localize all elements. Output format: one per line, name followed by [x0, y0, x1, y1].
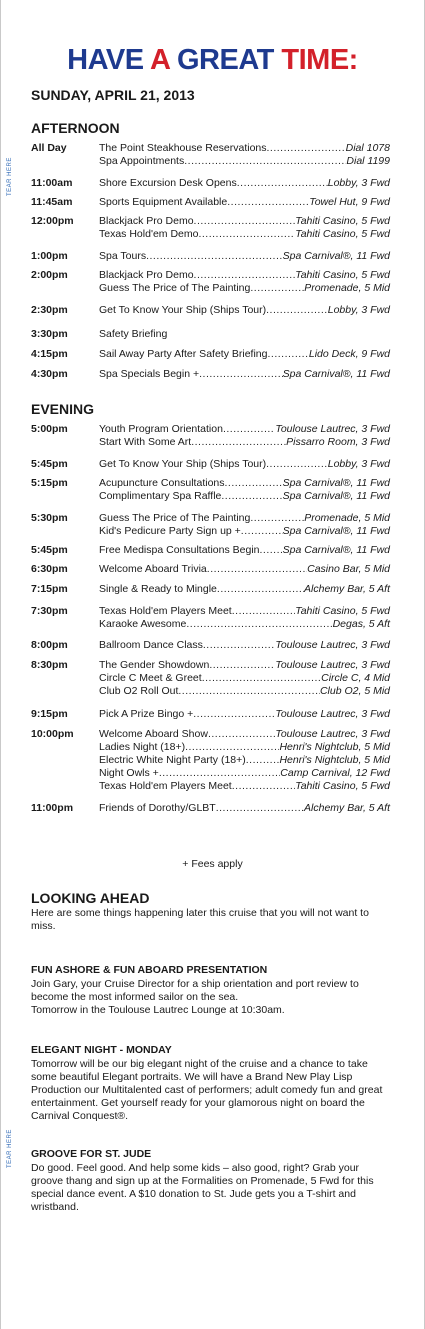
schedule-events	[99, 583, 390, 596]
schedule-events	[99, 708, 390, 721]
looking-ahead-item-heading: ELEGANT NIGHT - MONDAY	[31, 1044, 172, 1056]
looking-ahead-item-text: Do good. Feel good. And help some kids – also good, right? Grab your groove thang and sign up at the Formalities on Promenade, 5 Fwd for this special dance event. A $10 donation to St. Jude gets you a T-shirt and wristband.	[31, 1162, 374, 1213]
schedule-event-line	[99, 304, 390, 317]
event-location: Lido Deck, 9 Fwd	[308, 348, 390, 360]
schedule-events	[99, 250, 390, 263]
event-location: Lobby, 3 Fwd	[327, 304, 390, 316]
schedule-events	[99, 802, 390, 815]
schedule-event-line	[99, 672, 390, 685]
schedule-time: 7:30pm	[31, 605, 68, 617]
dot-leader	[246, 754, 280, 767]
schedule-time: 11:45am	[31, 196, 73, 208]
dot-leader	[250, 282, 304, 295]
event-location: Spa Carnival®, 11 Fwd	[282, 477, 390, 489]
event-location: Spa Carnival®, 11 Fwd	[282, 250, 390, 262]
banner-word-time: TIME:	[281, 44, 358, 76]
dot-leader	[267, 142, 346, 155]
dot-leader	[199, 368, 283, 381]
event-location: Degas, 5 Aft	[332, 618, 390, 630]
schedule-event-line	[99, 708, 390, 721]
tear-here-label-bottom: TEAR HERE	[7, 1129, 13, 1168]
schedule-events	[99, 142, 390, 168]
event-location: Toulouse Lautrec, 3 Fwd	[275, 639, 390, 651]
schedule-event-line	[99, 215, 390, 228]
schedule-event-line	[99, 490, 390, 503]
event-name: Welcome Aboard Show	[99, 728, 208, 740]
event-name: Free Medispa Consultations Begin	[99, 544, 260, 556]
dot-leader	[208, 728, 275, 741]
event-location: Lobby, 3 Fwd	[327, 177, 390, 189]
schedule-event-line	[99, 767, 390, 780]
dot-leader	[266, 304, 328, 317]
schedule-events	[99, 659, 390, 698]
event-location: Promenade, 5 Mid	[304, 282, 390, 294]
dot-leader	[186, 618, 332, 631]
schedule-events	[99, 458, 390, 471]
event-location: Casino Bar, 5 Mid	[307, 563, 390, 575]
dot-leader	[216, 802, 304, 815]
dot-leader	[194, 215, 296, 228]
event-location: Spa Carnival®, 11 Fwd	[282, 490, 390, 502]
looking-ahead-item-heading: FUN ASHORE & FUN ABOARD PRESENTATION	[31, 964, 268, 976]
schedule-event-line	[99, 328, 390, 341]
schedule-time: 1:00pm	[31, 250, 68, 262]
schedule-events	[99, 423, 390, 449]
schedule-event-line	[99, 368, 390, 381]
event-location: Towel Hut, 9 Fwd	[309, 196, 390, 208]
schedule-date: SUNDAY, APRIL 21, 2013	[31, 87, 195, 103]
looking-ahead-item-text: Join Gary, your Cruise Director for a ship orientation and port review to become the most informed sailor on the sea.	[31, 978, 359, 1003]
event-location: Toulouse Lautrec, 3 Fwd	[275, 659, 390, 671]
schedule-event-line	[99, 269, 390, 282]
event-name: Texas Hold'em Players Meet	[99, 780, 232, 792]
looking-ahead-item-heading: GROOVE FOR ST. JUDE	[31, 1148, 152, 1160]
dot-leader	[232, 780, 296, 793]
event-location: Henri's Nightclub, 5 Mid	[279, 754, 390, 766]
schedule-events	[99, 512, 390, 538]
looking-ahead-item-text: Tomorrow will be our big elegant night of the cruise and a chance to take some beautiful Elegant portraits. We will have a Brand New Play Lisp Production our Multitalented cast of performers; adult comedy fun and great entertainment. Get yourself ready for your glamorous night on board the Carnival Conquest®.	[31, 1058, 383, 1122]
event-location: Toulouse Lautrec, 3 Fwd	[275, 728, 390, 740]
schedule-event-line	[99, 780, 390, 793]
schedule-events	[99, 639, 390, 652]
event-name: Acupuncture Consultations	[99, 477, 225, 489]
event-name: Circle C Meet & Greet	[99, 672, 202, 684]
event-location: Camp Carnival, 12 Fwd	[280, 767, 390, 779]
event-location: Spa Carnival®, 11 Fwd	[282, 525, 390, 537]
dot-leader	[217, 583, 304, 596]
schedule-event-line	[99, 583, 390, 596]
schedule-time: 6:30pm	[31, 563, 68, 575]
schedule-event-line	[99, 142, 390, 155]
schedule-event-line	[99, 728, 390, 741]
schedule-time: 2:00pm	[31, 269, 68, 281]
schedule-event-line	[99, 423, 390, 436]
looking-ahead-heading: LOOKING AHEAD	[31, 890, 150, 906]
event-name: Electric White Night Party (18+)	[99, 754, 246, 766]
dot-leader	[178, 685, 320, 698]
event-name: Ladies Night (18+)	[99, 741, 186, 753]
afternoon-heading: AFTERNOON	[31, 120, 120, 136]
schedule-events	[99, 477, 390, 503]
schedule-time: 4:30pm	[31, 368, 68, 380]
event-name: The Gender Showdown	[99, 659, 210, 671]
schedule-time: 5:15pm	[31, 477, 68, 489]
event-name: Safety Briefing	[99, 328, 168, 340]
schedule-event-line	[99, 250, 390, 263]
event-location: Tahiti Casino, 5 Fwd	[295, 605, 390, 617]
event-name: Spa Appointments	[99, 155, 185, 167]
event-name: Spa Specials Begin +	[99, 368, 200, 380]
schedule-time: 5:00pm	[31, 423, 68, 435]
schedule-event-line	[99, 525, 390, 538]
dot-leader	[191, 436, 286, 449]
event-name: Ballroom Dance Class	[99, 639, 203, 651]
schedule-time: 8:30pm	[31, 659, 68, 671]
event-location: Circle C, 4 Mid	[321, 672, 390, 684]
schedule-events	[99, 544, 390, 557]
schedule-event-line	[99, 458, 390, 471]
looking-ahead-intro: Here are some things happening later this cruise that you will not want to miss.	[31, 907, 369, 932]
schedule-events	[99, 563, 390, 576]
event-name: Sports Equipment Available	[99, 196, 228, 208]
schedule-event-line	[99, 512, 390, 525]
event-location: Promenade, 5 Mid	[304, 512, 390, 524]
looking-ahead-item-text: Tomorrow in the Toulouse Lautrec Lounge at 10:30am.	[31, 1004, 285, 1016]
event-name: Guess The Price of The Painting	[99, 512, 251, 524]
dot-leader	[237, 177, 328, 190]
dot-leader	[227, 196, 309, 209]
event-location: Alchemy Bar, 5 Aft	[304, 802, 390, 814]
event-location: Dial 1078	[345, 142, 390, 154]
dot-leader	[159, 767, 280, 780]
event-location: Toulouse Lautrec, 3 Fwd	[275, 708, 390, 720]
schedule-events	[99, 177, 390, 190]
dot-leader	[260, 544, 283, 557]
event-name: Texas Hold'em Players Meet	[99, 605, 232, 617]
looking-ahead-item	[31, 1148, 393, 1214]
event-location: Dial 1199	[346, 155, 390, 167]
schedule-events	[99, 215, 390, 241]
schedule-event-line	[99, 228, 390, 241]
banner-title	[1, 44, 424, 77]
schedule-time: 11:00pm	[31, 802, 74, 814]
schedule-events	[99, 368, 390, 381]
event-name: Night Owls +	[99, 767, 159, 779]
tear-here-label-top: TEAR HERE	[7, 157, 13, 196]
evening-heading: EVENING	[31, 401, 95, 417]
looking-ahead-item	[31, 1044, 393, 1123]
schedule-time: 3:30pm	[31, 328, 68, 340]
banner-word-have: HAVE	[67, 44, 144, 76]
schedule-event-line	[99, 741, 390, 754]
schedule-events	[99, 196, 390, 209]
schedule-time: 11:00am	[31, 177, 73, 189]
schedule-event-line	[99, 544, 390, 557]
dot-leader	[207, 563, 307, 576]
schedule-time: 9:15pm	[31, 708, 68, 720]
schedule-event-line	[99, 177, 390, 190]
schedule-events	[99, 348, 390, 361]
event-name: Complimentary Spa Raffle	[99, 490, 222, 502]
dot-leader	[241, 525, 283, 538]
event-name: Welcome Aboard Trivia	[99, 563, 207, 575]
event-location: Tahiti Casino, 5 Fwd	[295, 215, 390, 227]
schedule-event-line	[99, 477, 390, 490]
dot-leader	[266, 458, 328, 471]
fees-note: + Fees apply	[182, 858, 243, 870]
schedule-events	[99, 605, 390, 631]
event-name: Kid's Pedicure Party Sign up +	[99, 525, 241, 537]
schedule-event-line	[99, 348, 390, 361]
schedule-time: 5:30pm	[31, 512, 68, 524]
schedule-event-line	[99, 618, 390, 631]
event-location: Spa Carnival®, 11 Fwd	[282, 368, 390, 380]
dot-leader	[223, 423, 275, 436]
event-name: Club O2 Roll Out	[99, 685, 179, 697]
event-location: Henri's Nightclub, 5 Mid	[279, 741, 390, 753]
event-name: Pick A Prize Bingo +	[99, 708, 194, 720]
event-location: Pissarro Room, 3 Fwd	[286, 436, 390, 448]
event-name: The Point Steakhouse Reservations	[99, 142, 267, 154]
schedule-events	[99, 269, 390, 295]
event-location: Toulouse Lautrec, 3 Fwd	[275, 423, 390, 435]
schedule-event-line	[99, 659, 390, 672]
event-name: Blackjack Pro Demo	[99, 215, 194, 227]
schedule-time: 10:00pm	[31, 728, 74, 740]
banner-word-a: A	[150, 44, 170, 76]
event-name: Friends of Dorothy/GLBT	[99, 802, 216, 814]
event-location: Tahiti Casino, 5 Fwd	[295, 780, 390, 792]
event-location: Lobby, 3 Fwd	[327, 458, 390, 470]
schedule-time: 4:15pm	[31, 348, 68, 360]
event-name: Get To Know Your Ship (Ships Tour)	[99, 458, 267, 470]
schedule-time: 8:00pm	[31, 639, 68, 651]
event-name: Texas Hold'em Demo	[99, 228, 199, 240]
dot-leader	[221, 490, 282, 503]
schedule-events	[99, 328, 390, 341]
dot-leader	[184, 155, 346, 168]
dot-leader	[194, 269, 296, 282]
dot-leader	[209, 659, 275, 672]
event-location: Tahiti Casino, 5 Fwd	[295, 228, 390, 240]
schedule-time: 12:00pm	[31, 215, 74, 227]
event-name: Single & Ready to Mingle	[99, 583, 217, 595]
schedule-event-line	[99, 639, 390, 652]
schedule-event-line	[99, 605, 390, 618]
schedule-event-line	[99, 436, 390, 449]
event-location: Spa Carnival®, 11 Fwd	[282, 544, 390, 556]
schedule-event-line	[99, 282, 390, 295]
dot-leader	[232, 605, 296, 618]
dot-leader	[146, 250, 283, 263]
dot-leader	[250, 512, 304, 525]
event-location: Tahiti Casino, 5 Fwd	[295, 269, 390, 281]
schedule-time: All Day	[31, 142, 67, 154]
event-location: Club O2, 5 Mid	[319, 685, 390, 697]
schedule-event-line	[99, 155, 390, 168]
schedule-events	[99, 728, 390, 793]
schedule-event-line	[99, 196, 390, 209]
schedule-time: 5:45pm	[31, 458, 68, 470]
event-name: Start With Some Art	[99, 436, 192, 448]
dot-leader	[203, 639, 276, 652]
dot-leader	[185, 741, 279, 754]
event-location: Alchemy Bar, 5 Aft	[304, 583, 390, 595]
event-name: Guess The Price of The Painting	[99, 282, 251, 294]
event-name: Karaoke Awesome	[99, 618, 187, 630]
dot-leader	[193, 708, 275, 721]
schedule-event-line	[99, 563, 390, 576]
schedule-time: 7:15pm	[31, 583, 68, 595]
schedule-event-line	[99, 754, 390, 767]
event-name: Shore Excursion Desk Opens	[99, 177, 237, 189]
event-name: Spa Tours	[99, 250, 147, 262]
schedule-time: 2:30pm	[31, 304, 68, 316]
dot-leader	[198, 228, 295, 241]
schedule-time: 5:45pm	[31, 544, 68, 556]
dot-leader	[267, 348, 308, 361]
banner-word-great: GREAT	[176, 44, 274, 76]
looking-ahead-item	[31, 964, 393, 1017]
event-name: Sail Away Party After Safety Briefing	[99, 348, 268, 360]
event-name: Blackjack Pro Demo	[99, 269, 194, 281]
event-name: Youth Program Orientation	[99, 423, 223, 435]
schedule-event-line	[99, 802, 390, 815]
dot-leader	[202, 672, 321, 685]
schedule-events	[99, 304, 390, 317]
dot-leader	[225, 477, 283, 490]
event-name: Get To Know Your Ship (Ships Tour)	[99, 304, 267, 316]
schedule-event-line	[99, 685, 390, 698]
